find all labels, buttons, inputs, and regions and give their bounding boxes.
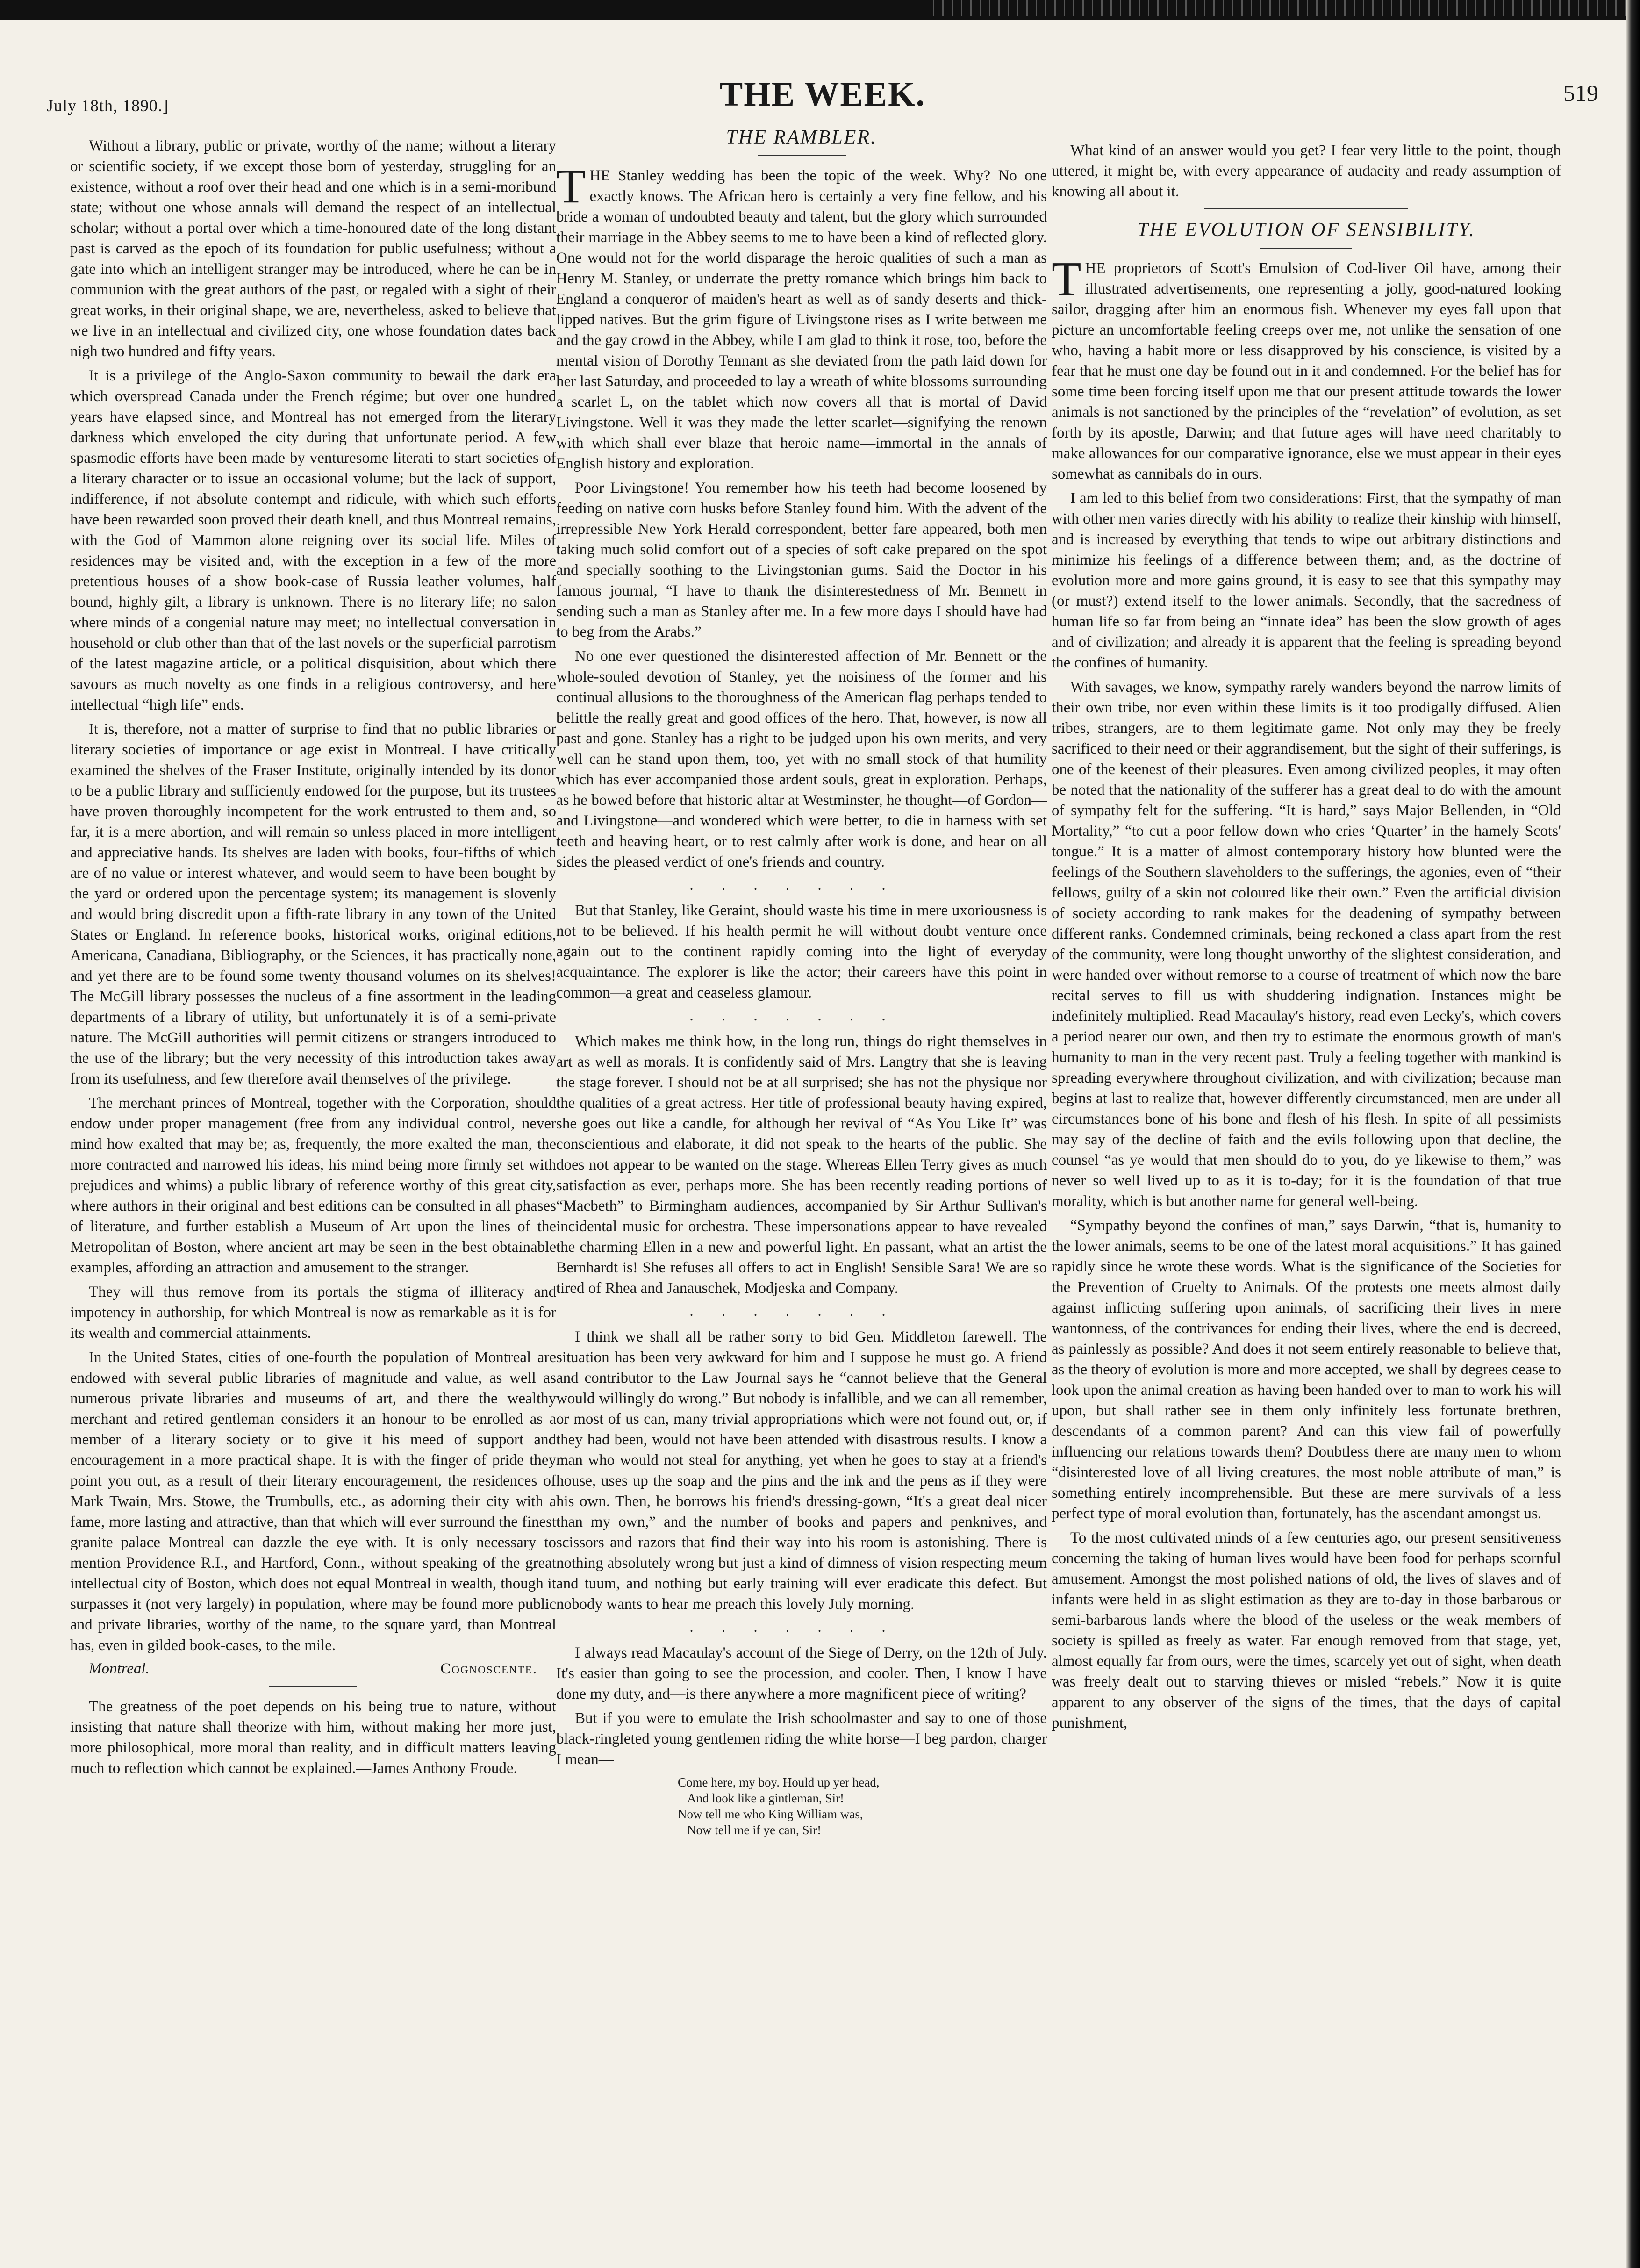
section-dots: ....... (689, 1618, 914, 1636)
verse-line: Now tell me if ye can, Sir! (687, 1823, 822, 1837)
divider (1204, 208, 1408, 209)
signature-location: Montreal. (89, 1660, 150, 1677)
divider (269, 1686, 357, 1687)
top-scan-edge (930, 0, 1640, 16)
paragraph: With savages, we know, sympathy rarely wanders beyond the narrow limits of their own tribe, nor even within these limits is it too prodigally diffused. Alien tribes, strangers, are to them legitimate game. Not only may they be freely sacrificed to their need or their aggrandisement, but the sight of their sufferings, is one of the keenest of their pleasures. Even among civilized peoples, it may often be noted that the nationality of the sufferer has a great deal to do with the amount of sympathy felt for the suffering. “It is hard,” says Major Bellenden, in “Old Mortality,” “to cut a poor fellow down who cries ‘Quarter’ in the hamely Scots' tongue.” It is a matter of almost contemporary history how blunted were the feelings of the Southern slaveholders to the sufferings, the agonies, even of “their fellows, guilty of a skin not coloured like their own.” Even the artificial division of society according to rank makes for the deadening of sympathy between different ranks. Condemned criminals, being reckoned a class apart from the rest of the community, were long thought unworthy of the slightest consideration, and were handed over without remorse to a course of treatment of which now the bare recital serves to fill us with shuddering indignation. Instances might be indefinitely multiplied. Read Macaulay's history, read even Lecky's, which covers a period nearer our own, and then try to estimate the enormous growth of man's humanity to man in the very recent past. Truly a feeling together with mankind is spreading everywhere throughout civilization, and with civilization; because man begins at last to realize that, however differently circumstanced, men are under all circumstances bone of his bone and flesh of his flesh. In spite of all pessimists may say of the decline of faith and the evils following upon that decline, the counsel “as ye would that men should do to you, do ye likewise to them,” was never so well lived up to as it is to-day; for it is the foundation of that true morality, which is but another name for general well-being. (1052, 679, 1561, 1210)
paragraph: It is a privilege of the Anglo-Saxon community to bewail the dark era which overspread Canada under the French régime; but over one hundred years have elapsed since, and Montreal has not emerged from the literary darkness which enveloped the city during that unfortunate period. A few spasmodic efforts have been made by venturesome literati to start societies of a literary character or to issue an occasional volume; but the lack of support, indifference, if not absolute contempt and ridicule, with which such efforts have been rewarded soon proved their death knell, and thus Montreal remains, with the God of Mammon alone reigning over its social life. Miles of residences may be visited and, with the exception in a few of the more pretentious houses of a show book-case of Russia leather volumes, half bound, highly gilt, a library is unknown. There is no literary life; no salon where minds of a congenial nature may meet; no intellectual conversation in household or club other than that of the last novels or the superficial parrotism of the latest magazine article, or a political disquisition, about which there savours as much novelty as one finds in a religious controversy, and here intellectual “high life” ends. (70, 367, 556, 713)
paragraph: No one ever questioned the disinterested affection of Mr. Bennett or the whole-souled devotion of Stanley, yet the noisiness of the former and his continual allusions to the thoroughness of the American flag perhaps tended to belittle the really great and good offices of the hero. That, however, is now all past and gone. Stanley has a right to be judged upon his own merits, and very well can he stand upon them, too, yet with no small stock of that humility which has ever accompanied those ardent souls, great in exploration. Perhaps, as he bowed before that historic altar at Westminster, he thought—of Gordon—and Livingstone—and wondered which were better, to die in harness with set teeth and heaving heart, or to rest calmly after work is done, and hear on all sides the pleased verdict of one's friends and country. (556, 648, 1047, 870)
signature-name: Cognoscente. (440, 1660, 537, 1677)
issue-date: July 18th, 1890.] (47, 96, 169, 115)
paragraph: THE proprietors of Scott's Emulsion of Cod-liver Oil have, among their illustrated advertisements, one representing a jolly, good-natured looking sailor, dragging after him an enormous fish. Whenever my eyes fall upon that picture an uncomfortable feeling creeps over me, not unlike the sensation of one who, having a habit more or less disapproved by his conscience, is visited by a fear that he must one day be found out in it and condemned. For the belief has for some time been forcing itself upon me that our present attitude towards the lower animals is not sanctioned by the principles of the “revelation” of evolution, as set forth by its apostle, Darwin; and that future ages will have need charitably to make allowances for our comparative ignorance, else we must appear in their eyes somewhat as cannibals do in ours. (1052, 252, 1561, 482)
column-right (1052, 140, 1561, 2206)
quotation: The greatness of the poet depends on his being true to nature, without insisting that nature shall theorize with him, without making her more just, more philosophical, more moral than reality, and in difficult matters leaving much to reflection which cannot be explained.—James Anthony Froude. (70, 1698, 556, 1777)
right-scan-edge (1626, 0, 1640, 2268)
page-header (47, 75, 1598, 117)
page-number: 519 (1563, 80, 1598, 106)
column-left (70, 136, 556, 2202)
section-heading: THE RAMBLER. (726, 127, 877, 148)
verse-line: Come here, my boy. Hould up yer head, (678, 1775, 880, 1789)
paragraph: In the United States, cities of one-fourth the population of Montreal are endowed with several public libraries of magnitude and value, as well as numerous private libraries and museums of art, and there the wealthy merchant and retired gentleman considers it an honour to be enrolled as a member of a literary society or to give it his meed of support and encouragement in a more practical shape. It is with the finger of pride they point you out, as a result of their literary encouragement, the residences of Mark Twain, Mrs. Stowe, the Trumbulls, etc., as adorning their city with a fame, more lasting and attractive, than that which will ever surround the finest granite palace Montreal can dazzle the eye with. It is only necessary to mention Providence R.I., and Hartford, Conn., without speaking of the great intellectual city of Boston, which does not equal Montreal in wealth, though it surpasses it (not very largely) in population, where may be found more public and private libraries, worthy of the name, to the square yard, than Montreal has, even in gilded book-cases, to the mile. (70, 1349, 556, 1654)
paragraph: THE Stanley wedding has been the topic of the week. Why? No one exactly knows. The African hero is certainly a very fine fellow, and his bride a woman of undoubted beauty and talent, but the glory which surrounded their marriage in the Abbey seems to me to have been a kind of reflected glory. One would not for the world disparage the heroic qualities of such a man as Henry M. Stanley, or underrate the pretty romance which brings him back to England a conqueror of maiden's heart as well as of sandy deserts and thick-lipped natives. But the grim figure of Livingstone rises as I write between me and the gay crowd in the Abbey, while I am glad to think it rose, too, before the mental vision of Dorothy Tennant as she deviated from the path laid down for her last Saturday, and proceeded to lay a wreath of white blossoms surrounding a scarlet L, on the tablet which now covers all that is mortal of David Livingstone. Well it was they made the letter scarlet—signifying the renown with which shall ever blaze that heroic name—immortal in the annals of English history and exploration. (556, 159, 1047, 472)
verse-line: Now tell me who King William was, (678, 1807, 863, 1821)
column-middle (556, 126, 1047, 2192)
paragraph: But that Stanley, like Geraint, should waste his time in mere uxoriousness is not to be believed. If his health permit he will without doubt venture once again out to the continent rapidly coming into the light of everyday acquaintance. The explorer is like the actor; their careers have this point in common—a great and ceaseless glamour. (556, 902, 1047, 1001)
verse-line: And look like a gintleman, Sir! (687, 1791, 844, 1805)
paragraph: Which makes me think how, in the long run, things do right themselves in art as well as morals. It is confidently said of Mrs. Langtry that she is leaving the stage forever. I should not be at all surprised; she has not the physique nor the qualities of a great actress. Her title of professional beauty having expired, she goes out like a candle, for although her revival of “As You Like It” was conscientious and elaborate, it did not speak to the hearts of the public. She does not appear to be wanted on the stage. Whereas Ellen Terry gives as much satisfaction as ever, perhaps more. She has been recently reading portions of “Macbeth” to Birmingham audiences, accompanied by Sir Arthur Sullivan's incidental music for orchestra. These impersonations appear to have revealed the charming Ellen in a new and powerful light. En passant, what an artist the Bernhardt is! She refuses all offers to act in English! Sensible Sara! We are so tired of Rhea and Janauschek, Modjeska and Company. (556, 1033, 1047, 1297)
divider (758, 155, 846, 156)
paragraph: I think we shall all be rather sorry to bid Gen. Middleton farewell. The situation has been very awkward for him and I suppose he must go. A friend and contributor to the Law Journal says he “cannot believe that the General would willingly do wrong.” But nobody is infallible, and we can all remember, or most of us can, many trivial appropriations which were not found out, or, if they had been, would not have been attended with disastrous results. I know a man who would not steal for anything, yet when he goes to stay at a friend's house, uses up the soap and the pins and the ink and the pens as if they were his own. Then, he borrows his friend's dressing-gown, “It's a great deal nicer than my own,” and the number of books and papers and penknives, and scissors and razors that find their way into his room is astonishing. There is nothing absolutely wrong but just a kind of dimness of vision respecting meum and tuum, and nothing but early training will ever eradicate this defect. But nobody wants to hear me preach this lovely July morning. (556, 1328, 1047, 1613)
paragraph: Without a library, public or private, worthy of the name; without a literary or scientific society, if we except those born of yesterday, struggling for an existence, without a roof over their head and one which is in a semi-moribund state; without one whose annals will demand the respect of an intellectual scholar; without a portal over which a time-honoured date of the long distant past is carved as the epoch of its foundation for public usefulness; without a gate into which an intelligent stranger may be introduced, where he can be in communion with the great authors of the past, or regaled with a sight of their great works, in their original shape, we are, nevertheless, asked to believe that we live in an intellectual and civilized city, one whose foundation dates back nigh two hundred and fifty years. (70, 137, 556, 360)
section-dots: ....... (689, 876, 914, 893)
verse (678, 1774, 1047, 1838)
paragraph: To the most cultivated minds of a few centuries ago, our present sensitiveness concerning the taking of human lives would have been food for perhaps scornful amusement. Amongst the most polished nations of old, the lives of slaves and of infants were held in as slight estimation as they are to-day in those barbarous or semi-barbarous lands where the blood of the useless or the weak members of society is spilled as freely as water. Far enough removed from that stage, yet, almost equally far from ours, were the times, scarcely yet out of sight, when death was freely dealt out to starving thieves or misled “rebels.” Now it is quite apparent to any observer of the signs of the times, that the days of capital punishment, (1052, 1529, 1561, 1731)
paragraph: I am led to this belief from two considerations: First, that the sympathy of man with other men varies directly with his ability to realize their kinship with himself, and is increased by everything that tends to wipe out arbitrary distinctions and minimize his feelings of a difference between them; and, as the doctrine of evolution more and more gains ground, it is easy to see that this sympathy may (or must?) extend itself to the lower animals. Secondly, that the sacredness of human life so far from being an “innate idea” has been the slow growth of ages and of civilization; and already it is apparent that the feeling is spreading beyond the confines of humanity. (1052, 490, 1561, 671)
article-signature (89, 1660, 537, 1678)
divider (1260, 248, 1352, 249)
paragraph: The merchant princes of Montreal, together with the Corporation, should endow under proper management (free from any individual control, never mind how exalted that may be; as, frequently, the more exalted the man, the more contracted and narrowed his ideas, his mind being more firmly set with prejudices and whims) a public library of reference worthy of this great city, where authors in their original and best editions can be consulted in all phases of literature, and further establish a Museum of Art upon the lines of the Metropolitan of Boston, where ancient art may be seen in the best obtainable examples, affording an attraction and amusement to the stranger. (70, 1095, 556, 1276)
paragraph: They will thus remove from its portals the stigma of illiteracy and impotency in authorship, for which Montreal is now as remarkable as it is for its wealth and commercial attainments. (70, 1284, 556, 1342)
paragraph: I always read Macaulay's account of the Siege of Derry, on the 12th of July. It's easier than going to see the procession, and cooler. Then, I know I have done my duty, and—is there anywhere a more magnificent piece of writing? (556, 1644, 1047, 1702)
section-heading: THE EVOLUTION OF SENSIBILITY. (1137, 219, 1475, 241)
paragraph: “Sympathy beyond the confines of man,” says Darwin, “that is, humanity to the lower animals, seems to be one of the latest moral acquisitions.” It has gained rapidly since he wrote these words. What is the significance of the Societies for the Prevention of Cruelty to Animals. Of the protests one meets almost daily against inflicting suffering upon animals, of sacrificing their lives in mere wantonness, of the contrivances for ending their lives, where the end is decreed, as painlessly as possible? And does it not seem entirely reasonable to believe that, as the theory of evolution is more and more accepted, we shall by degrees cease to look upon the animal creation as having been handed over to man to work his will upon, but shall rather see in them only infinitely less fortunate brethren, descendants of a common parent? And can this view fail of powerfully influencing our relations towards them? Doubtless there are many men to whom “disinterested love of all living creatures, the most noble attribute of man,” is something entirely incomprehensible. But these are mere survivals of a less perfect type of moral evolution than, fortunately, has the ascendant amongst us. (1052, 1217, 1561, 1522)
paragraph: Poor Livingstone! You remember how his teeth had become loosened by feeding on native corn husks before Stanley found him. With the advent of the irrepressible New York Herald correspondent, better fare appeared, both men taking much solid comfort out of a species of soft cake prepared on the spot and specially soothing to the Livingstonian gums. Said the Doctor in his famous journal, “I have to thank the disinterestedness of Mr. Bennett in sending such a man as Stanley after me. In a few more days I should have had to beg from the Arabs.” (556, 480, 1047, 640)
paragraph: But if you were to emulate the Irish schoolmaster and say to one of those black-ringleted young gentlemen riding the white horse—I beg pardon, charger I mean— (556, 1710, 1047, 1768)
paragraph: It is, therefore, not a matter of surprise to find that no public libraries or literary societies of importance or age exist in Montreal. I have critically examined the shelves of the Fraser Institute, originally intended by its donor to be a public library and sufficiently endowed for the purpose, but its trustees have proven thoroughly incompetent for the work entrusted to them and, so far, it is a mere abortion, and will remain so unless placed in more intelligent and appreciative hands. Its shelves are laden with books, four-fifths of which are of no value or interest whatever, and would seem to have been bought by the yard or ordered upon the percentage system; its management is slovenly and would bring discredit upon a fifth-rate library in any town of the United States or England. In reference books, historical works, original editions, Americana, Canadiana, Bibliography, or the Sciences, it has practically none, and yet there are to be found some twenty thousand volumes on its shelves! The McGill library possesses the nucleus of a fine assortment in the leading departments of a library of utility, but unfortunately it is of a semi-private nature. The McGill authorities will permit citizens or strangers introduced to the use of the library; but the very necessity of this introduction takes away from its usefulness, and few therefore avail themselves of the privilege. (70, 721, 556, 1087)
paragraph: What kind of an answer would you get? I fear very little to the point, though uttered, it might be, with every appearance of audacity and ready assumption of knowing all about it. (1052, 142, 1561, 200)
publication-title: THE WEEK. (719, 75, 926, 114)
section-dots: ....... (689, 1302, 914, 1320)
section-dots: ....... (689, 1007, 914, 1024)
